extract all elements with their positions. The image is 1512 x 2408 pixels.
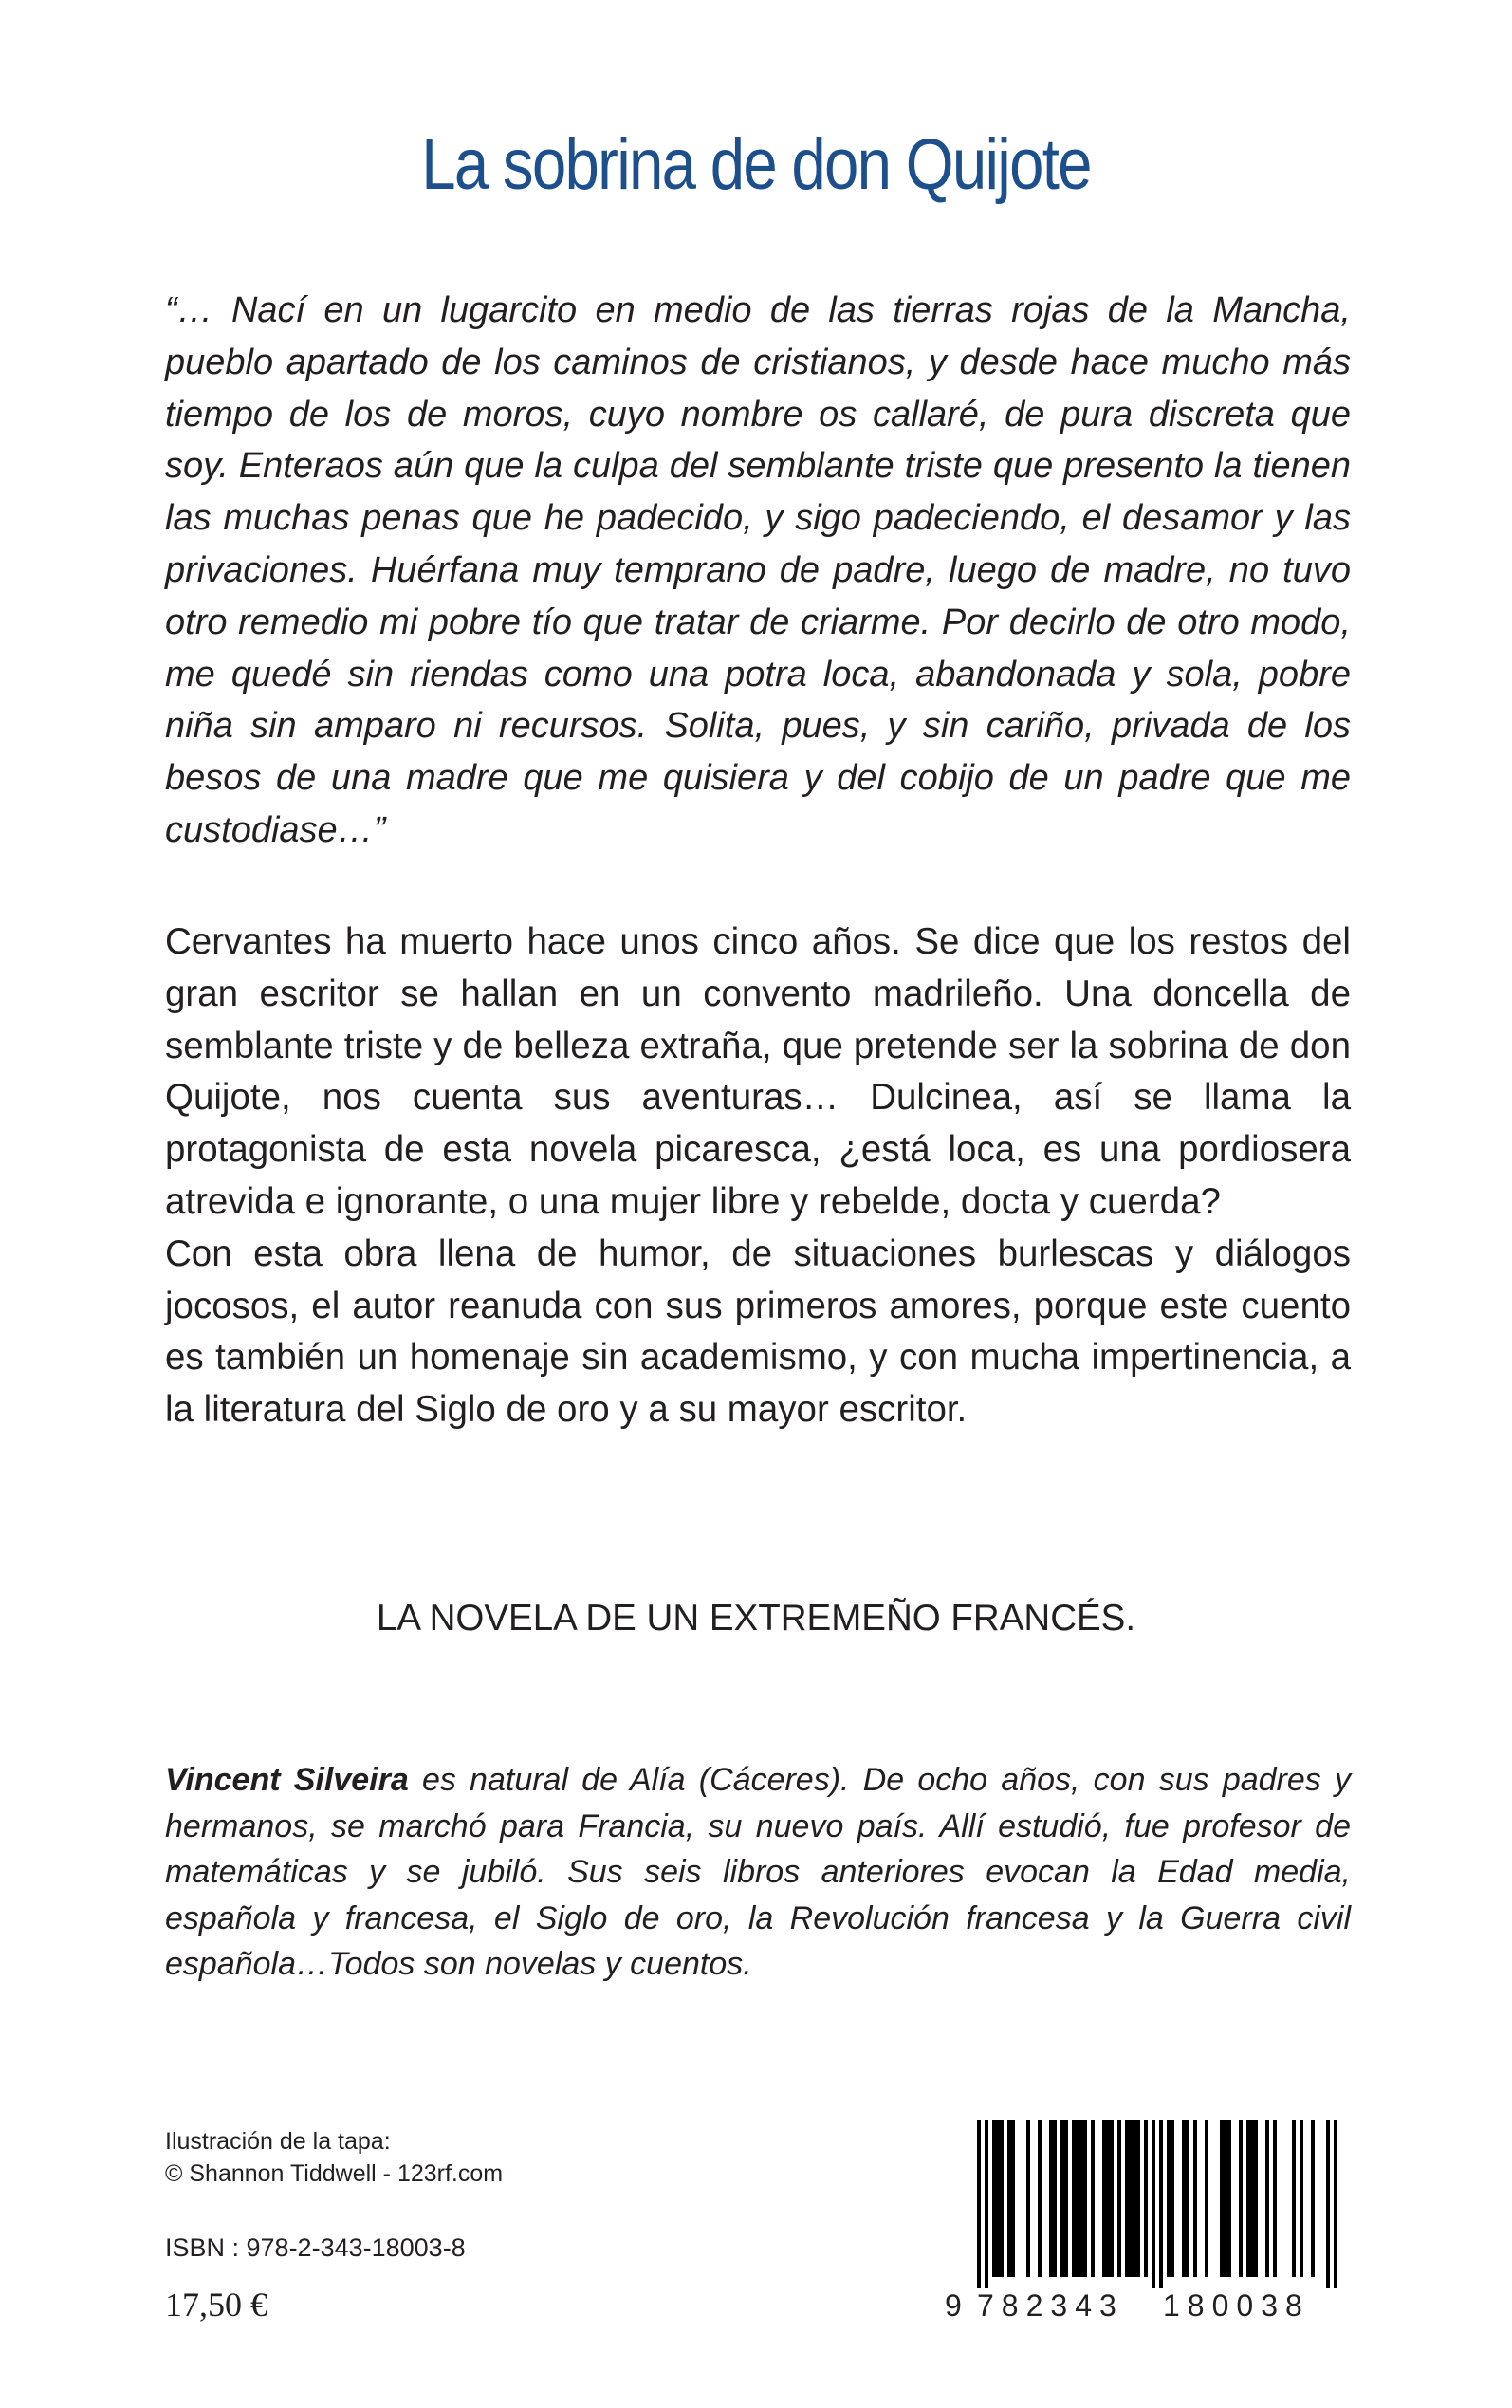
barcode-bar [1265, 2120, 1269, 2277]
barcode-bar [1076, 2120, 1079, 2277]
barcode-bar [1007, 2120, 1011, 2277]
barcode-bar [996, 2120, 1000, 2277]
barcode-bar [1106, 2120, 1110, 2277]
barcode [945, 2118, 1351, 2326]
barcode-bar [1193, 2120, 1197, 2277]
barcode-bar [1334, 2120, 1337, 2288]
barcode-bar [1205, 2120, 1208, 2277]
isbn: ISBN : 978-2-343-18003-8 [165, 2233, 466, 2262]
barcode-bar [1152, 2120, 1155, 2288]
barcode-bar [1110, 2120, 1114, 2277]
barcode-bar [1000, 2120, 1004, 2277]
barcode-right-group: 180038 [1163, 2288, 1310, 2323]
barcode-bar [1239, 2120, 1243, 2277]
barcode-bar [985, 2120, 988, 2288]
price: 17,50 € [165, 2286, 267, 2324]
barcode-bar [1273, 2120, 1277, 2277]
barcode-bar [1326, 2120, 1330, 2288]
barcode-left-group: 782343 [977, 2288, 1124, 2323]
barcode-bar [1079, 2120, 1083, 2277]
barcode-bar [1254, 2120, 1258, 2277]
barcode-bar [1072, 2120, 1076, 2277]
barcode-bar [1159, 2120, 1163, 2288]
barcode-bar [1224, 2120, 1227, 2277]
barcode-bar [1250, 2120, 1254, 2277]
credit-label: Ilustración de la tapa: [165, 2128, 391, 2155]
barcode-bars [945, 2118, 1351, 2288]
barcode-bar [1311, 2120, 1315, 2277]
barcode-bar [1026, 2120, 1030, 2277]
barcode-bar [1129, 2120, 1133, 2277]
tagline: LA NOVELA DE UN EXTREMEÑO FRANCÉS. [376, 1598, 1136, 1639]
barcode-bar [1133, 2120, 1136, 2277]
barcode-bar [1186, 2120, 1189, 2277]
barcode-bar [1292, 2120, 1296, 2277]
barcode-bar [992, 2120, 996, 2277]
synopsis [165, 917, 1351, 1436]
barcode-first-digit: 9 [945, 2288, 962, 2323]
barcode-bar [1064, 2120, 1068, 2277]
barcode-bar [1038, 2120, 1042, 2277]
author-name: Vincent Silveira [165, 1762, 409, 1798]
barcode-bar [1060, 2120, 1064, 2277]
author-bio [165, 1757, 1351, 1988]
barcode-bar [1182, 2120, 1186, 2277]
barcode-bar [1011, 2120, 1015, 2277]
barcode-digits [945, 2288, 1351, 2326]
barcode-bar [1102, 2120, 1106, 2277]
barcode-bar [1171, 2120, 1174, 2277]
barcode-bar [1125, 2120, 1129, 2277]
barcode-bar [1136, 2120, 1140, 2277]
barcode-bar [1246, 2120, 1250, 2277]
credit-value: © Shannon Tiddwell - 123rf.com [165, 2160, 504, 2187]
barcode-bar [1227, 2120, 1231, 2277]
barcode-bar [1167, 2120, 1171, 2277]
synopsis-paragraph: Cervantes ha muerto hace unos cinco años. Se dice que los restos del gran escritor se hallan en un convento madrileño. Una doncella de semblante triste y de belleza extraña, que pretende ser la sobrina de don Quijote, nos cuenta sus aventuras… Dulcinea, así se llama la protagonista de esta novela picaresca, ¿está loca, es una pordiosera atrevida e ignorante, o una mujer libre y rebelde, docta y cuerda? [165, 921, 1351, 1222]
synopsis-paragraph: Con esta obra llena de humor, de situaciones burlescas y diálogos jocosos, el autor reanuda con sus primeros amores, porque este cuento es también un homenaje sin academismo, y con mucha impertinencia, a la literatura del Siglo de oro y a su mayor escritor. [165, 1232, 1351, 1431]
barcode-bar [1083, 2120, 1087, 2277]
book-title: La sobrina de don Quijote [421, 124, 1091, 205]
excerpt-quote: “… Nací en un lugarcito en medio de las tierras rojas de la Mancha, pueblo apartado de los caminos de cristianos, y desde hace mucho más tiempo de los de moros, cuyo nombre os callaré, de pura discreta que soy. Enteraos aún que la culpa del semblante triste que presento la tienen las muchas penas que he padecido, y sigo padeciendo, el desamor y las privaciones. Huérfana muy temprano de padre, luego de madre, no tuvo otro remedio mi pobre tío que tratar de criarme. Por decirlo de otro modo, me quedé sin riendas como una potra loca, abandonada y sola, pobre niña sin amparo ni recursos. Solita, pues, y sin cariño, privada de los besos de una madre que me quisiera y del cobijo de un padre que me custodiase…” [165, 290, 1351, 850]
barcode-bar [1220, 2120, 1224, 2277]
author-bio-text: es natural de Alía (Cáceres). De ocho años, con sus padres y hermanos, se marchó para Francia, su nuevo país. Allí estudió, fue profesor de matemáticas y se jubiló. Sus seis libros anteriores evocan la Edad media, española y francesa, el Siglo de oro, la Revolución francesa y la Guerra civil española…Todos son novelas y cuentos. [165, 1762, 1351, 1983]
barcode-bar [1300, 2120, 1303, 2277]
barcode-bar [1091, 2120, 1095, 2277]
barcode-bar [977, 2120, 981, 2288]
barcode-bar [1117, 2120, 1121, 2277]
barcode-bar [1144, 2120, 1148, 2277]
barcode-bar [1053, 2120, 1057, 2277]
barcode-bar [1049, 2120, 1053, 2277]
illustration-credit [165, 2125, 503, 2190]
